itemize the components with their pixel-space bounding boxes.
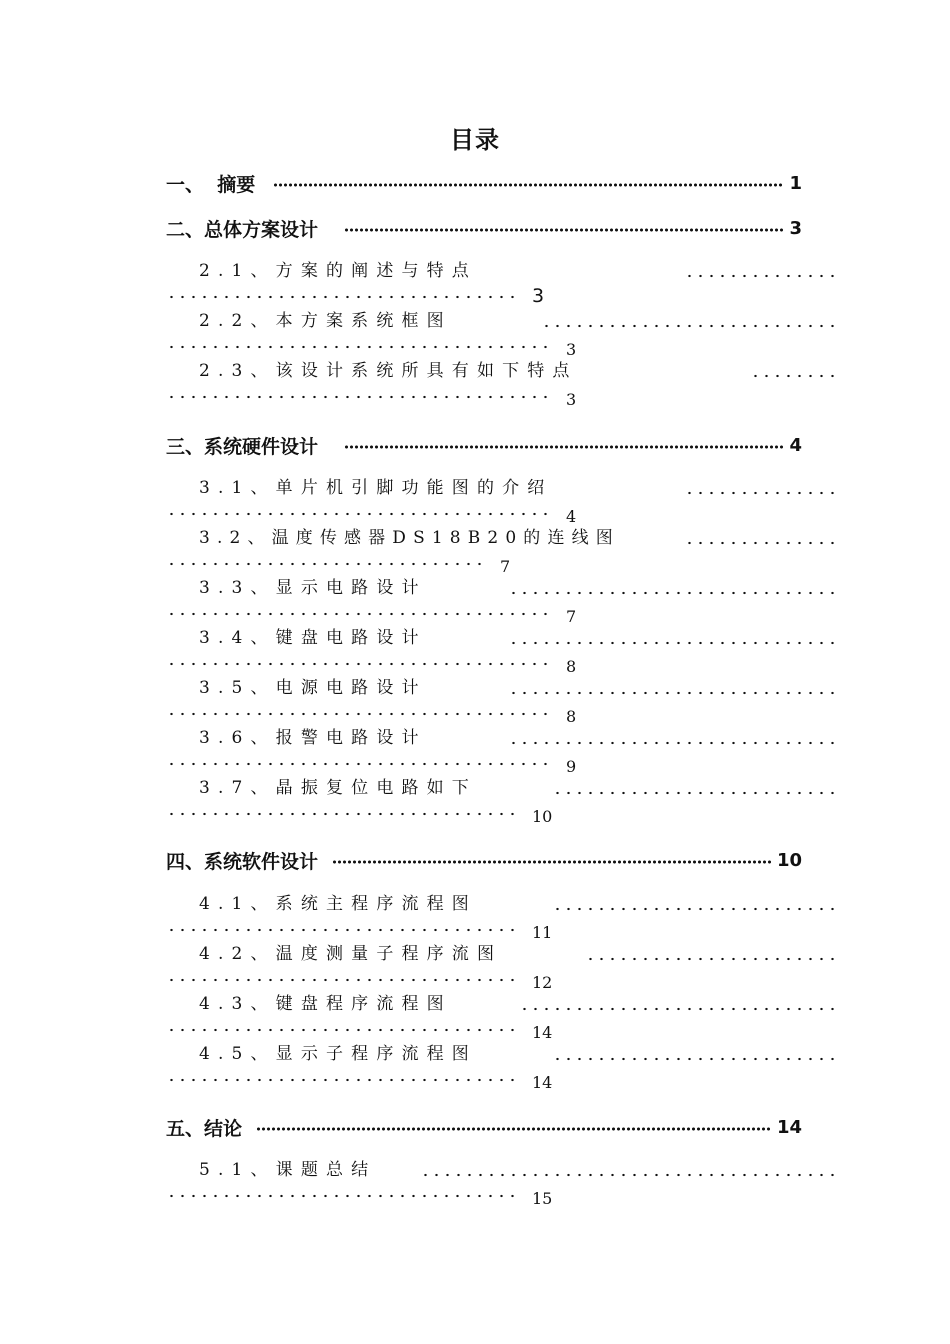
toc-section[interactable] — [166, 845, 802, 875]
dot-leader — [166, 294, 518, 300]
subentry-label: 3.5、电源电路设计 — [199, 678, 427, 698]
subentry-page: 8 — [566, 656, 577, 676]
subentry-page: 10 — [532, 806, 553, 826]
subentry-label: 2.3、该设计系统所具有如下特点 — [199, 361, 578, 381]
subentry-page: 8 — [566, 706, 577, 726]
section-label: 三、系统硬件设计 — [166, 435, 319, 458]
toc-subentry[interactable] — [166, 259, 838, 309]
dot-leader — [166, 761, 552, 767]
toc-section[interactable] — [166, 168, 802, 198]
subentry-label: 3.2、温度传感器DS18B20的连线图 — [199, 528, 620, 548]
dot-leader — [166, 661, 552, 667]
subentry-label: 2.1、方案的阐述与特点 — [199, 261, 477, 281]
dot-leader — [332, 860, 771, 864]
subentry-label: 5.1、课题总结 — [199, 1160, 377, 1180]
dot-leader — [508, 640, 838, 646]
dot-leader — [166, 511, 552, 517]
dot-leader — [552, 906, 838, 912]
section-page: 1 — [789, 172, 802, 194]
subentry-label: 3.6、报警电路设计 — [199, 728, 427, 748]
subentry-label: 3.4、键盘电路设计 — [199, 628, 427, 648]
toc-subentry[interactable] — [166, 309, 838, 359]
dot-leader — [508, 740, 838, 746]
subentry-page: 15 — [532, 1188, 553, 1208]
subentry-page: 7 — [500, 556, 511, 576]
dot-leader — [166, 711, 552, 717]
dot-leader — [541, 323, 838, 329]
subentry-page: 9 — [566, 756, 577, 776]
dot-leader — [518, 1006, 838, 1012]
subentry-page: 4 — [566, 506, 577, 526]
dot-leader — [166, 811, 518, 817]
subentry-label: 4.5、显示子程序流程图 — [199, 1044, 477, 1064]
subentry-page: 7 — [566, 606, 577, 626]
subentry-label: 4.3、键盘程序流程图 — [199, 994, 452, 1014]
dot-leader — [418, 1172, 838, 1178]
subentry-page: 11 — [532, 922, 553, 942]
toc-section[interactable] — [166, 430, 802, 460]
subentry-page: 14 — [532, 1022, 553, 1042]
section-label: 二、总体方案设计 — [166, 218, 319, 241]
dot-leader — [552, 1056, 838, 1062]
dot-leader — [166, 1027, 518, 1033]
section-label: 五、结论 — [166, 1117, 243, 1140]
toc-subentry[interactable] — [166, 526, 838, 576]
toc-subentry[interactable] — [166, 1042, 838, 1092]
dot-leader — [684, 273, 838, 279]
page-title: 目录 — [450, 126, 500, 154]
subentry-page: 3 — [532, 285, 545, 307]
subentry-label: 3.1、单片机引脚功能图的介绍 — [199, 478, 553, 498]
subentry-page: 3 — [566, 389, 577, 409]
toc-subentry[interactable] — [166, 476, 838, 526]
section-page: 3 — [789, 217, 802, 239]
subentry-label: 2.2、本方案系统框图 — [199, 311, 452, 331]
dot-leader — [508, 690, 838, 696]
dot-leader — [684, 540, 838, 546]
section-label: 一、 摘要 — [166, 173, 256, 196]
toc-subentry[interactable] — [166, 1158, 838, 1208]
subentry-label: 4.1、系统主程序流程图 — [199, 894, 477, 914]
toc-subentry[interactable] — [166, 892, 838, 942]
dot-leader — [166, 561, 486, 567]
section-page: 14 — [776, 1116, 802, 1138]
section-label: 四、系统软件设计 — [166, 850, 319, 873]
toc-section[interactable] — [166, 1112, 802, 1142]
dot-leader — [508, 590, 838, 596]
toc-subentry[interactable] — [166, 942, 838, 992]
toc-subentry[interactable] — [166, 576, 838, 626]
toc-subentry[interactable] — [166, 992, 838, 1042]
section-page: 10 — [776, 849, 802, 871]
toc-section[interactable] — [166, 213, 802, 243]
dot-leader — [166, 611, 552, 617]
dot-leader — [166, 927, 518, 933]
toc-subentry[interactable] — [166, 359, 838, 409]
dot-leader — [273, 183, 783, 187]
dot-leader — [344, 228, 783, 232]
dot-leader — [684, 490, 838, 496]
subentry-label: 3.3、显示电路设计 — [199, 578, 427, 598]
dot-leader — [166, 1077, 518, 1083]
subentry-page: 14 — [532, 1072, 553, 1092]
subentry-label: 4.2、温度测量子程序流图 — [199, 944, 503, 964]
dot-leader — [166, 1193, 518, 1199]
subentry-label: 3.7、晶振复位电路如下 — [199, 778, 477, 798]
subentry-page: 3 — [566, 339, 577, 359]
toc-subentry[interactable] — [166, 626, 838, 676]
subentry-page: 12 — [532, 972, 553, 992]
dot-leader — [256, 1127, 771, 1131]
dot-leader — [166, 344, 552, 350]
toc-subentry[interactable] — [166, 726, 838, 776]
section-page: 4 — [789, 434, 802, 456]
toc-subentry[interactable] — [166, 776, 838, 826]
dot-leader — [750, 373, 838, 379]
dot-leader — [166, 394, 552, 400]
dot-leader — [584, 956, 838, 962]
dot-leader — [344, 445, 783, 449]
dot-leader — [552, 790, 838, 796]
dot-leader — [166, 977, 518, 983]
toc-subentry[interactable] — [166, 676, 838, 726]
